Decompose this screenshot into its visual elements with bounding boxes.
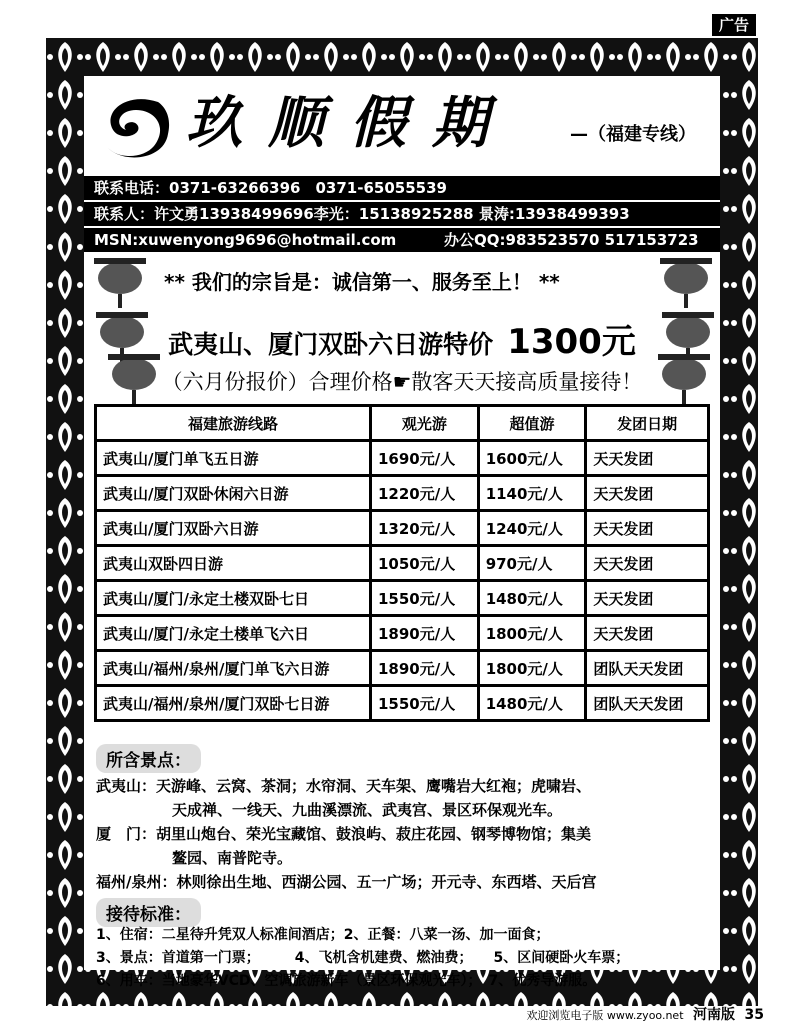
price-sightseeing: 1890元/人 — [371, 616, 479, 651]
route-name: 武夷山/厦门双卧六日游 — [96, 511, 371, 546]
price-value: 1600元/人 — [478, 441, 586, 476]
spots-list — [96, 774, 708, 894]
contact-qq: 办公QQ:983523570 517153723 — [444, 231, 699, 249]
departure: 团队天天发团 — [586, 651, 709, 686]
price-sightseeing: 1050元/人 — [371, 546, 479, 581]
standards-line1: 1、住宿：二星待升凭双人标准间酒店；2、正餐：八菜一汤、加一面食； — [96, 927, 550, 943]
spots-fuzhou: 福州/泉州：林则徐出生地、西湖公园、五一广场；开元寺、东西塔、天后宫 — [96, 873, 597, 891]
spots-title: 所含景点： — [96, 744, 201, 773]
price-value: 1240元/人 — [478, 511, 586, 546]
table-row — [96, 651, 709, 686]
departure: 天天发团 — [586, 581, 709, 616]
footer-site: 欢迎浏览电子版 www.zyoo.net — [526, 1009, 684, 1022]
standards-list — [96, 924, 708, 993]
departure: 天天发团 — [586, 441, 709, 476]
price-sightseeing: 1550元/人 — [371, 686, 479, 721]
route-name: 武夷山/厦门/永定土楼双卧七日 — [96, 581, 371, 616]
contact-person: 联系人：许文勇13938499696李光：15138925288 景涛:13938499393 — [94, 205, 630, 223]
header — [84, 76, 720, 174]
header-sightseeing: 观光游 — [371, 406, 479, 441]
contact-msn-bar — [84, 228, 720, 252]
page-number: 35 — [744, 1007, 764, 1023]
departure: 天天发团 — [586, 546, 709, 581]
spots-xiamen-line2: 鳌园、南普陀寺。 — [172, 849, 293, 867]
price-value: 970元/人 — [478, 546, 586, 581]
route-name: 武夷山/福州/泉州/厦门双卧七日游 — [96, 686, 371, 721]
routes-table — [94, 404, 710, 722]
motto: ** 我们的宗旨是：诚信第一、服务至上！ ** — [164, 270, 560, 294]
table-row — [96, 546, 709, 581]
content-panel — [84, 76, 720, 989]
promo-price: 1300元 — [507, 322, 636, 362]
price-note: （六月份报价）合理价格☛散客天天接高质量接待！ — [161, 370, 643, 394]
table-row — [96, 581, 709, 616]
departure: 天天发团 — [586, 511, 709, 546]
price-sightseeing: 1220元/人 — [371, 476, 479, 511]
price-value: 1800元/人 — [478, 616, 586, 651]
footer-edition: 河南版 — [693, 1007, 736, 1023]
price-value: 1800元/人 — [478, 651, 586, 686]
header-route: 福建旅游线路 — [96, 406, 371, 441]
route-name: 武夷山双卧四日游 — [96, 546, 371, 581]
table-row — [96, 616, 709, 651]
price-sightseeing: 1320元/人 — [371, 511, 479, 546]
table-row — [96, 686, 709, 721]
standards-line3: 6、用车：当地豪华VCD、空调旅游新车（景区环保观光车）； 7、优秀导游服。 — [96, 973, 597, 989]
contact-msn: MSN:xuwenyong9696@hotmail.com — [94, 231, 397, 249]
promo-text: 武夷山、厦门双卧六日游特价 — [168, 330, 494, 359]
standards-line2: 3、景点：首道第一门票； 4、飞机含机建费、燃油费； 5、区间硬卧火车票； — [96, 950, 630, 966]
price-sightseeing: 1690元/人 — [371, 441, 479, 476]
price-sightseeing: 1890元/人 — [371, 651, 479, 686]
contact-person-bar — [84, 202, 720, 226]
header-departure: 发团日期 — [586, 406, 709, 441]
spots-wuyi-line2: 天成禅、一线天、九曲溪漂流、武夷宫、景区环保观光车。 — [172, 801, 563, 819]
route-name: 武夷山/厦门/永定土楼单飞六日 — [96, 616, 371, 651]
brand-title: 玖顺假期 — [186, 90, 514, 156]
promo-headline — [84, 314, 720, 363]
route-name: 武夷山/厦门单飞五日游 — [96, 441, 371, 476]
departure: 团队天天发团 — [586, 686, 709, 721]
price-sightseeing: 1550元/人 — [371, 581, 479, 616]
lantern-icon — [98, 262, 142, 294]
swirl-logo-icon — [98, 88, 178, 168]
page-footer — [526, 1004, 764, 1024]
decorative-border — [46, 38, 758, 1006]
spots-xiamen-line1: 厦 门：胡里山炮台、荣光宝藏馆、鼓浪屿、菽庄花园、钢琴博物馆；集美 — [96, 825, 592, 843]
standards-title: 接待标准： — [96, 898, 201, 927]
price-value: 1480元/人 — [478, 581, 586, 616]
price-value: 1480元/人 — [478, 686, 586, 721]
header-value: 超值游 — [478, 406, 586, 441]
contact-phone-bar — [84, 176, 720, 200]
lantern-icon — [664, 262, 708, 294]
table-row — [96, 511, 709, 546]
contact-phone: 联系电话：0371-63266396 0371-65055539 — [94, 179, 447, 197]
table-header-row — [96, 406, 709, 441]
table-row — [96, 476, 709, 511]
departure: 天天发团 — [586, 476, 709, 511]
brand-subline: —（福建专线） — [570, 124, 696, 145]
table-row — [96, 441, 709, 476]
price-value: 1140元/人 — [478, 476, 586, 511]
ad-tag: 广告 — [712, 14, 756, 36]
route-name: 武夷山/厦门双卧休闲六日游 — [96, 476, 371, 511]
spots-wuyi-line1: 武夷山：天游峰、云窝、茶洞；水帘洞、天车架、鹰嘴岩大红袍；虎啸岩、 — [96, 777, 592, 795]
departure: 天天发团 — [586, 616, 709, 651]
route-name: 武夷山/福州/泉州/厦门单飞六日游 — [96, 651, 371, 686]
